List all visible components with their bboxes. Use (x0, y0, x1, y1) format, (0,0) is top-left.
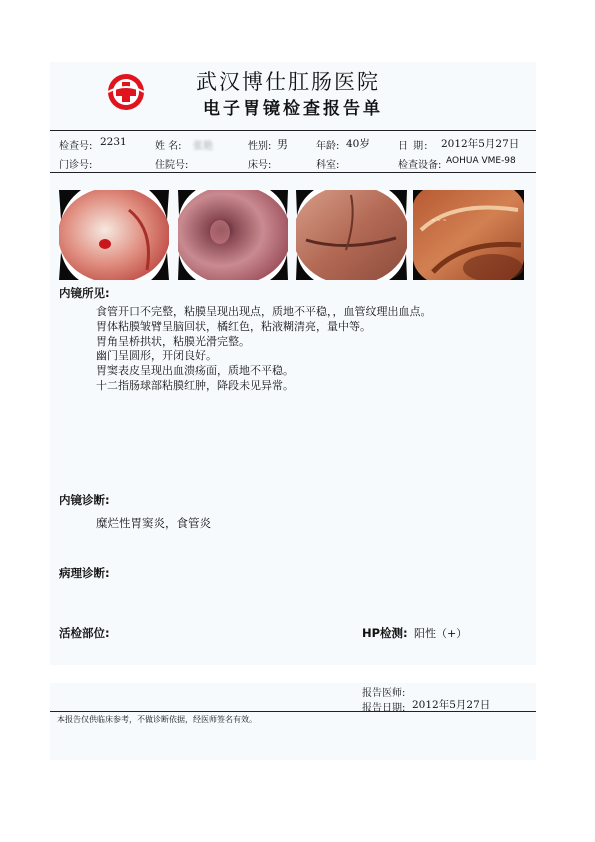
findings-line: 胃窦表皮呈现出血溃疡面，质地不平稳。 (96, 364, 294, 378)
endoscopy-image-2 (178, 190, 288, 280)
divider-info (50, 172, 536, 173)
device-label: 检查设备: (398, 160, 442, 171)
report-paper (50, 62, 536, 760)
svg-text:~ ~ ~: ~ ~ ~ (431, 218, 447, 224)
age-label: 年龄: (316, 141, 340, 152)
sex-value: 男 (277, 138, 288, 151)
hospital-name: 武汉博仕肛肠医院 (196, 70, 380, 94)
findings-line: 十二指肠球部粘膜红肿，降段未见异常。 (96, 378, 294, 392)
findings-list (96, 305, 432, 394)
inpatient-label: 住院号: (155, 160, 189, 171)
findings-label: 内镜所见: (59, 286, 110, 300)
endoscopy-image-1 (59, 190, 169, 280)
age-value: 40岁 (346, 138, 370, 150)
endoscopy-image-3 (296, 190, 407, 280)
divider-bottom (50, 711, 536, 712)
report-date-label: 报告日期: (362, 703, 406, 714)
report-title: 电子胃镜检查报告单 (203, 99, 383, 119)
pathology-label: 病理诊断: (59, 566, 110, 580)
findings-line: 胃体粘膜皱臂呈脑回状，橘红色，粘液糊清亮，量中等。 (96, 319, 371, 333)
name-label: 姓 名: (155, 141, 182, 152)
exam-no-value: 2231 (100, 136, 127, 148)
sex-label: 性别: (248, 141, 272, 152)
hospital-logo-icon (106, 72, 146, 112)
disclaimer: 本报告仅供临床参考，不做诊断依据，经医师签名有效。 (57, 715, 257, 724)
hp-value: 阳性（+） (414, 627, 468, 640)
findings-line: 幽门呈圆形，开闭良好。 (96, 349, 217, 363)
device-value: AOHUA VME-98 (446, 156, 516, 166)
endoscopy-image-4 (413, 190, 524, 280)
diagnosis-text: 糜烂性胃窦炎，食管炎 (96, 516, 211, 530)
divider-top (50, 130, 536, 131)
hp-label: HP检测: (362, 626, 408, 640)
doctor-label: 报告医师: (362, 688, 406, 699)
date-label: 日 期: (398, 141, 429, 152)
dept-label: 科室: (316, 160, 340, 171)
footer-gap (50, 665, 536, 683)
findings-line: 食管开口不完整，粘膜呈现出现点，质地不平稳，，血管纹理出血点。 (96, 305, 432, 318)
outpatient-label: 门诊号: (59, 160, 93, 171)
biopsy-label: 活检部位: (59, 626, 110, 640)
report-date-value: 2012年5月27日 (412, 699, 491, 711)
exam-no-label: 检查号: (59, 141, 93, 152)
date-value: 2012年5月27日 (441, 138, 520, 150)
diagnosis-label: 内镜诊断: (59, 493, 110, 507)
findings-line: 胃角呈桥拱状，粘膜光滑完整。 (96, 334, 250, 348)
name-value: 张艳 (193, 141, 213, 152)
bed-label: 床号: (248, 160, 272, 171)
